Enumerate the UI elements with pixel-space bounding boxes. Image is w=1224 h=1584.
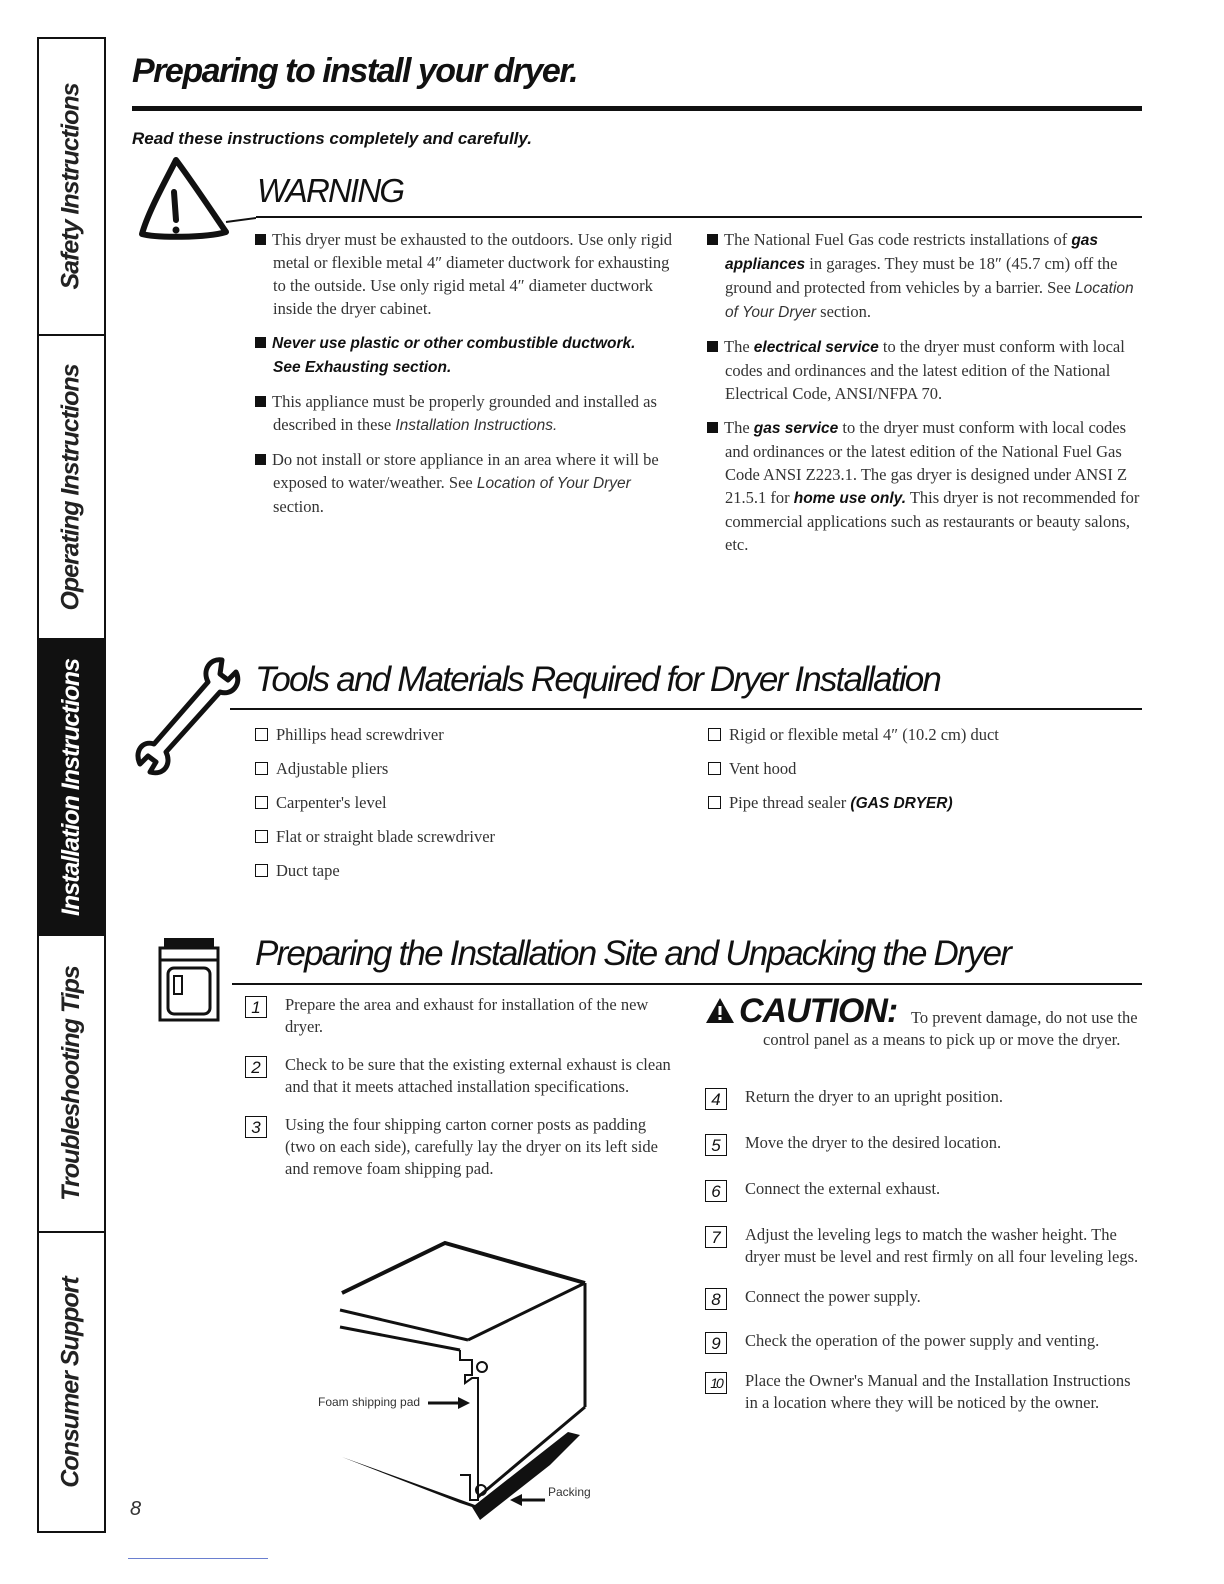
tab-safety-instructions[interactable] [39,39,104,336]
footer-line [128,1558,268,1559]
warning-left-column [255,228,685,529]
tools-heading: Tools and Materials Required for Dryer Installation [255,660,941,699]
checklist-item: Vent hood [708,759,999,793]
caution-triangle-icon [705,996,735,1024]
warning-item: Never use plastic or other combustible ductwork. See Exhausting section. [255,331,685,379]
warning-item: This appliance must be properly grounded and installed as described in these Installation Instructions. [255,390,685,437]
steps-right [705,1086,1145,1430]
checkbox-icon [708,762,721,775]
caution-label: CAUTION: [739,992,898,1030]
warning-right-column [707,228,1147,567]
checkbox-icon [708,728,721,741]
step-item: 7 Adjust the leveling legs to match the washer height. The dryer must be level and rest firmly on all four leveling legs. [705,1224,1145,1268]
section-sidebar [37,37,106,1533]
page-number: 8 [130,1498,142,1520]
step-item: 8 Connect the power supply. [705,1286,1145,1308]
title-rule [132,106,1142,111]
subtitle: Read these instructions completely and carefully. [132,129,532,148]
dryer-unpacking-figure [300,1235,620,1525]
checkbox-icon [255,830,268,843]
warning-triangle-icon [136,150,256,250]
tab-label: Consumer Support [57,1276,85,1488]
wrench-icon [130,648,250,778]
step-item: 6 Connect the external exhaust. [705,1178,1145,1200]
checklist-item: Adjustable pliers [255,759,495,793]
checklist-item: Rigid or flexible metal 4″ (10.2 cm) duct [708,725,999,759]
steps-left [245,994,675,1196]
checklist-item: Pipe thread sealer (GAS DRYER) [708,793,999,827]
tools-rule [230,708,1142,710]
figure-label-foam-pad: Foam shipping pad [318,1395,421,1409]
tab-label: Installation Instructions [57,658,86,916]
prep-heading: Preparing the Installation Site and Unpacking the Dryer [255,934,1011,973]
step-item: 10 Place the Owner's Manual and the Installation Instructions in a location where they will be noticed by the owner. [705,1370,1145,1414]
step-item: 3 Using the four shipping carton corner posts as padding (two on each side), carefully lay the dryer on its left side and remove foam shipping pad. [245,1114,675,1180]
checklist-item: Carpenter's level [255,793,495,827]
warning-heading: WARNING [257,172,404,209]
step-item: 5 Move the dryer to the desired location. [705,1132,1145,1154]
checkbox-icon [708,796,721,809]
tools-list-left [255,725,495,895]
step-item: 2 Check to be sure that the existing external exhaust is clean and that it meets attached installation specifications. [245,1054,675,1098]
figure-label-packing: Packing [548,1485,591,1499]
warning-item: The National Fuel Gas code restricts installations of gas appliances in garages. They must be 18″ (45.7 cm) off the ground and protected from vehicles by a barrier. See Location of Your Dryer section. [707,228,1147,324]
step-item: 1 Prepare the area and exhaust for installation of the new dryer. [245,994,675,1038]
tab-troubleshooting-tips[interactable] [39,936,104,1233]
checkbox-icon [255,796,268,809]
tab-label: Troubleshooting Tips [57,966,86,1201]
tab-installation-instructions[interactable] [39,640,104,936]
dryer-icon [148,932,228,1024]
tab-label: Safety Instructions [57,83,85,290]
warning-item: The gas service to the dryer must conform with local codes and ordinances or the latest edition of the National Fuel Gas Code ANSI Z223.1. The gas dryer is designed under ANSI Z 21.5.1 for home use only. This dryer is not recommended for commercial applications such as restaurants or beauty salons, etc. [707,416,1147,556]
checklist-item: Duct tape [255,861,495,895]
checkbox-icon [255,864,268,877]
tab-operating-instructions[interactable] [39,336,104,640]
prep-rule [232,983,1142,985]
checklist-item: Flat or straight blade screwdriver [255,827,495,861]
step-item: 4 Return the dryer to an upright position. [705,1086,1145,1108]
caution-text: To prevent damage, do not use the control panel as a means to pick up or move the dryer. [763,1008,1138,1049]
warning-item: Do not install or store appliance in an area where it will be exposed to water/weather. See Location of Your Dryer section. [255,448,685,518]
warning-item: This dryer must be exhausted to the outdoors. Use only rigid metal or flexible metal 4″ diameter ductwork for exhausting to the outside. Use only rigid metal 4″ diameter ductwork inside the dryer cabinet. [255,228,685,320]
tab-consumer-support[interactable] [39,1233,104,1531]
warning-item: The electrical service to the dryer must conform with local codes and ordinances and the latest edition of the National Electrical Code, ANSI/NFPA 70. [707,335,1147,405]
step-item: 9 Check the operation of the power supply and venting. [705,1330,1145,1352]
checklist-item: Phillips head screwdriver [255,725,495,759]
warning-rule [256,216,1142,218]
page-title: Preparing to install your dryer. [132,52,578,90]
tools-list-right [708,725,999,827]
tab-label: Operating Instructions [57,363,85,611]
checkbox-icon [255,728,268,741]
checkbox-icon [255,762,268,775]
